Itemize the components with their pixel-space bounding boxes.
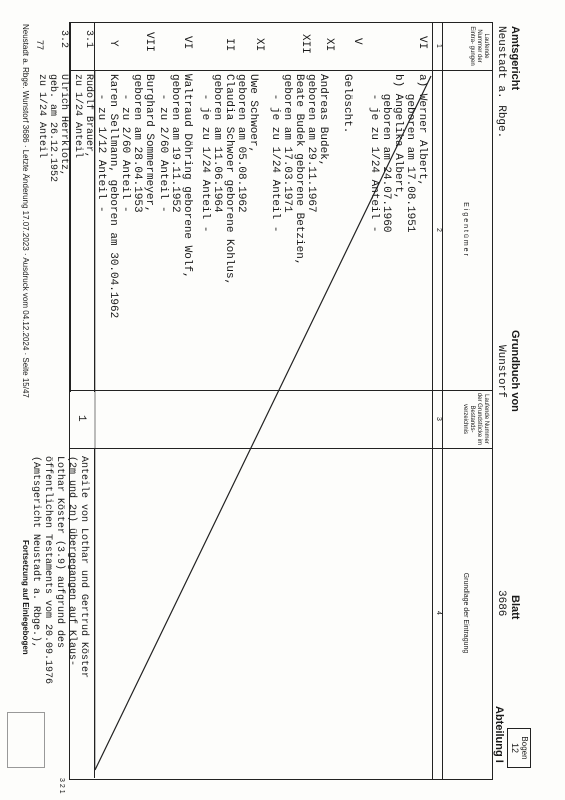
entry-number: XII [299, 34, 311, 54]
entry-owner: Uwe Schwoer, geboren am 05.08.1962 [235, 74, 259, 213]
entry-number: XI [253, 38, 265, 52]
continuation-note: Fortsetzung auf Einlegebogen [21, 540, 30, 655]
empty-stamp-box [7, 712, 45, 768]
section-label: Abteilung I [493, 706, 505, 763]
entry-number: VII [143, 32, 155, 52]
court-label: Amtsgericht [509, 26, 521, 91]
col2-header: Eigentümer [462, 202, 469, 258]
entry-owner: Rudolf Brauer, zu 1/24 Anteil [72, 74, 94, 159]
entry-owner: Beate Budek geborene Betzien, geboren am 17.03.1971 - je zu 1/24 Anteil - [269, 74, 305, 266]
col3-header: Laufende Nummer der Grundstücke im Bestands- verzeichnis [462, 392, 489, 446]
entry-owner: Waltraud Döhring geborene Wolf, geboren am 19.11.1952 - zu 2/60 Anteil - [157, 74, 193, 279]
register-title: Grundbuch von [509, 330, 521, 412]
col3-number: 3 [435, 417, 442, 421]
entry-number: V [351, 38, 363, 45]
court-name: Neustadt a. Rbge. [495, 26, 507, 139]
col1-header: Laufende Nummer der Eintra- gungen [469, 26, 489, 66]
entry-owner: Claudia Schwoer geborene Kohlus, geboren am 11.06.1964 - je zu 1/24 Anteil - [199, 74, 235, 286]
entry-number: II [223, 38, 235, 52]
register-place: Wunstorf [495, 345, 507, 398]
parcel-reference: 1 [75, 415, 87, 422]
entry-number: XI [323, 38, 335, 52]
entry-owner: Ulrich Herrklotz, geb. am 26.12.1952 zu 1/24 Anteil [36, 74, 69, 183]
col1-number: 1 [435, 44, 442, 48]
sheet-part-number: 12 [510, 742, 520, 753]
entry-owner: Gelöscht. [341, 74, 353, 134]
entry-number: 3.1 [83, 30, 94, 49]
sheet-label: Blatt [509, 595, 521, 620]
right-edge-marks: 3 2 1 [58, 778, 65, 794]
entry-owner: Karen Sellmann, geboren am 30.04.1962 - zu 1/12 Anteil - [95, 74, 119, 319]
basis-text: Anteile von Lothar und Gertrud Köster (2m und 2n) übergegangen auf Klaus- Lothar Köster (3.9) aufgrund des öffentlichen Testaments vom 20.09.1976 (Amtsgericht Neustadt a. Rbge.), [30, 456, 89, 685]
col4-header: Grundlage der Eintragung [462, 572, 469, 654]
entry-number: VI [181, 36, 193, 50]
sheet-number: 3686 [495, 590, 507, 617]
print-metadata: Neustadt a. Rbge. Wunstorf 3686 · Letzte Änderung 17.07.2023 · Ausdruck vom 04.12.2024 · Seite 15/47 [21, 24, 30, 398]
entry-owner: Burghard Sommermeyer, geboren am 28.04.1953 - zu 2/60 Anteil - [119, 74, 155, 213]
entry-number: Y [107, 40, 119, 47]
sheet-part-label: Bogen [520, 736, 529, 760]
entry-owner: a) Werner Albert, geboren am 17.08.1951 b) Angelika Albert, geboren am 24.07.1960 - je zu 1/24 Anteil - [368, 74, 428, 233]
entry-number: 3.2 [58, 30, 69, 49]
entry-number: VI [416, 36, 428, 50]
edge-number: 77 [35, 40, 45, 51]
col2-number: 2 [435, 228, 442, 232]
col4-number: 4 [435, 611, 442, 615]
entry-owner: Andreas Budek, geboren am 29.11.1967 [305, 74, 329, 213]
